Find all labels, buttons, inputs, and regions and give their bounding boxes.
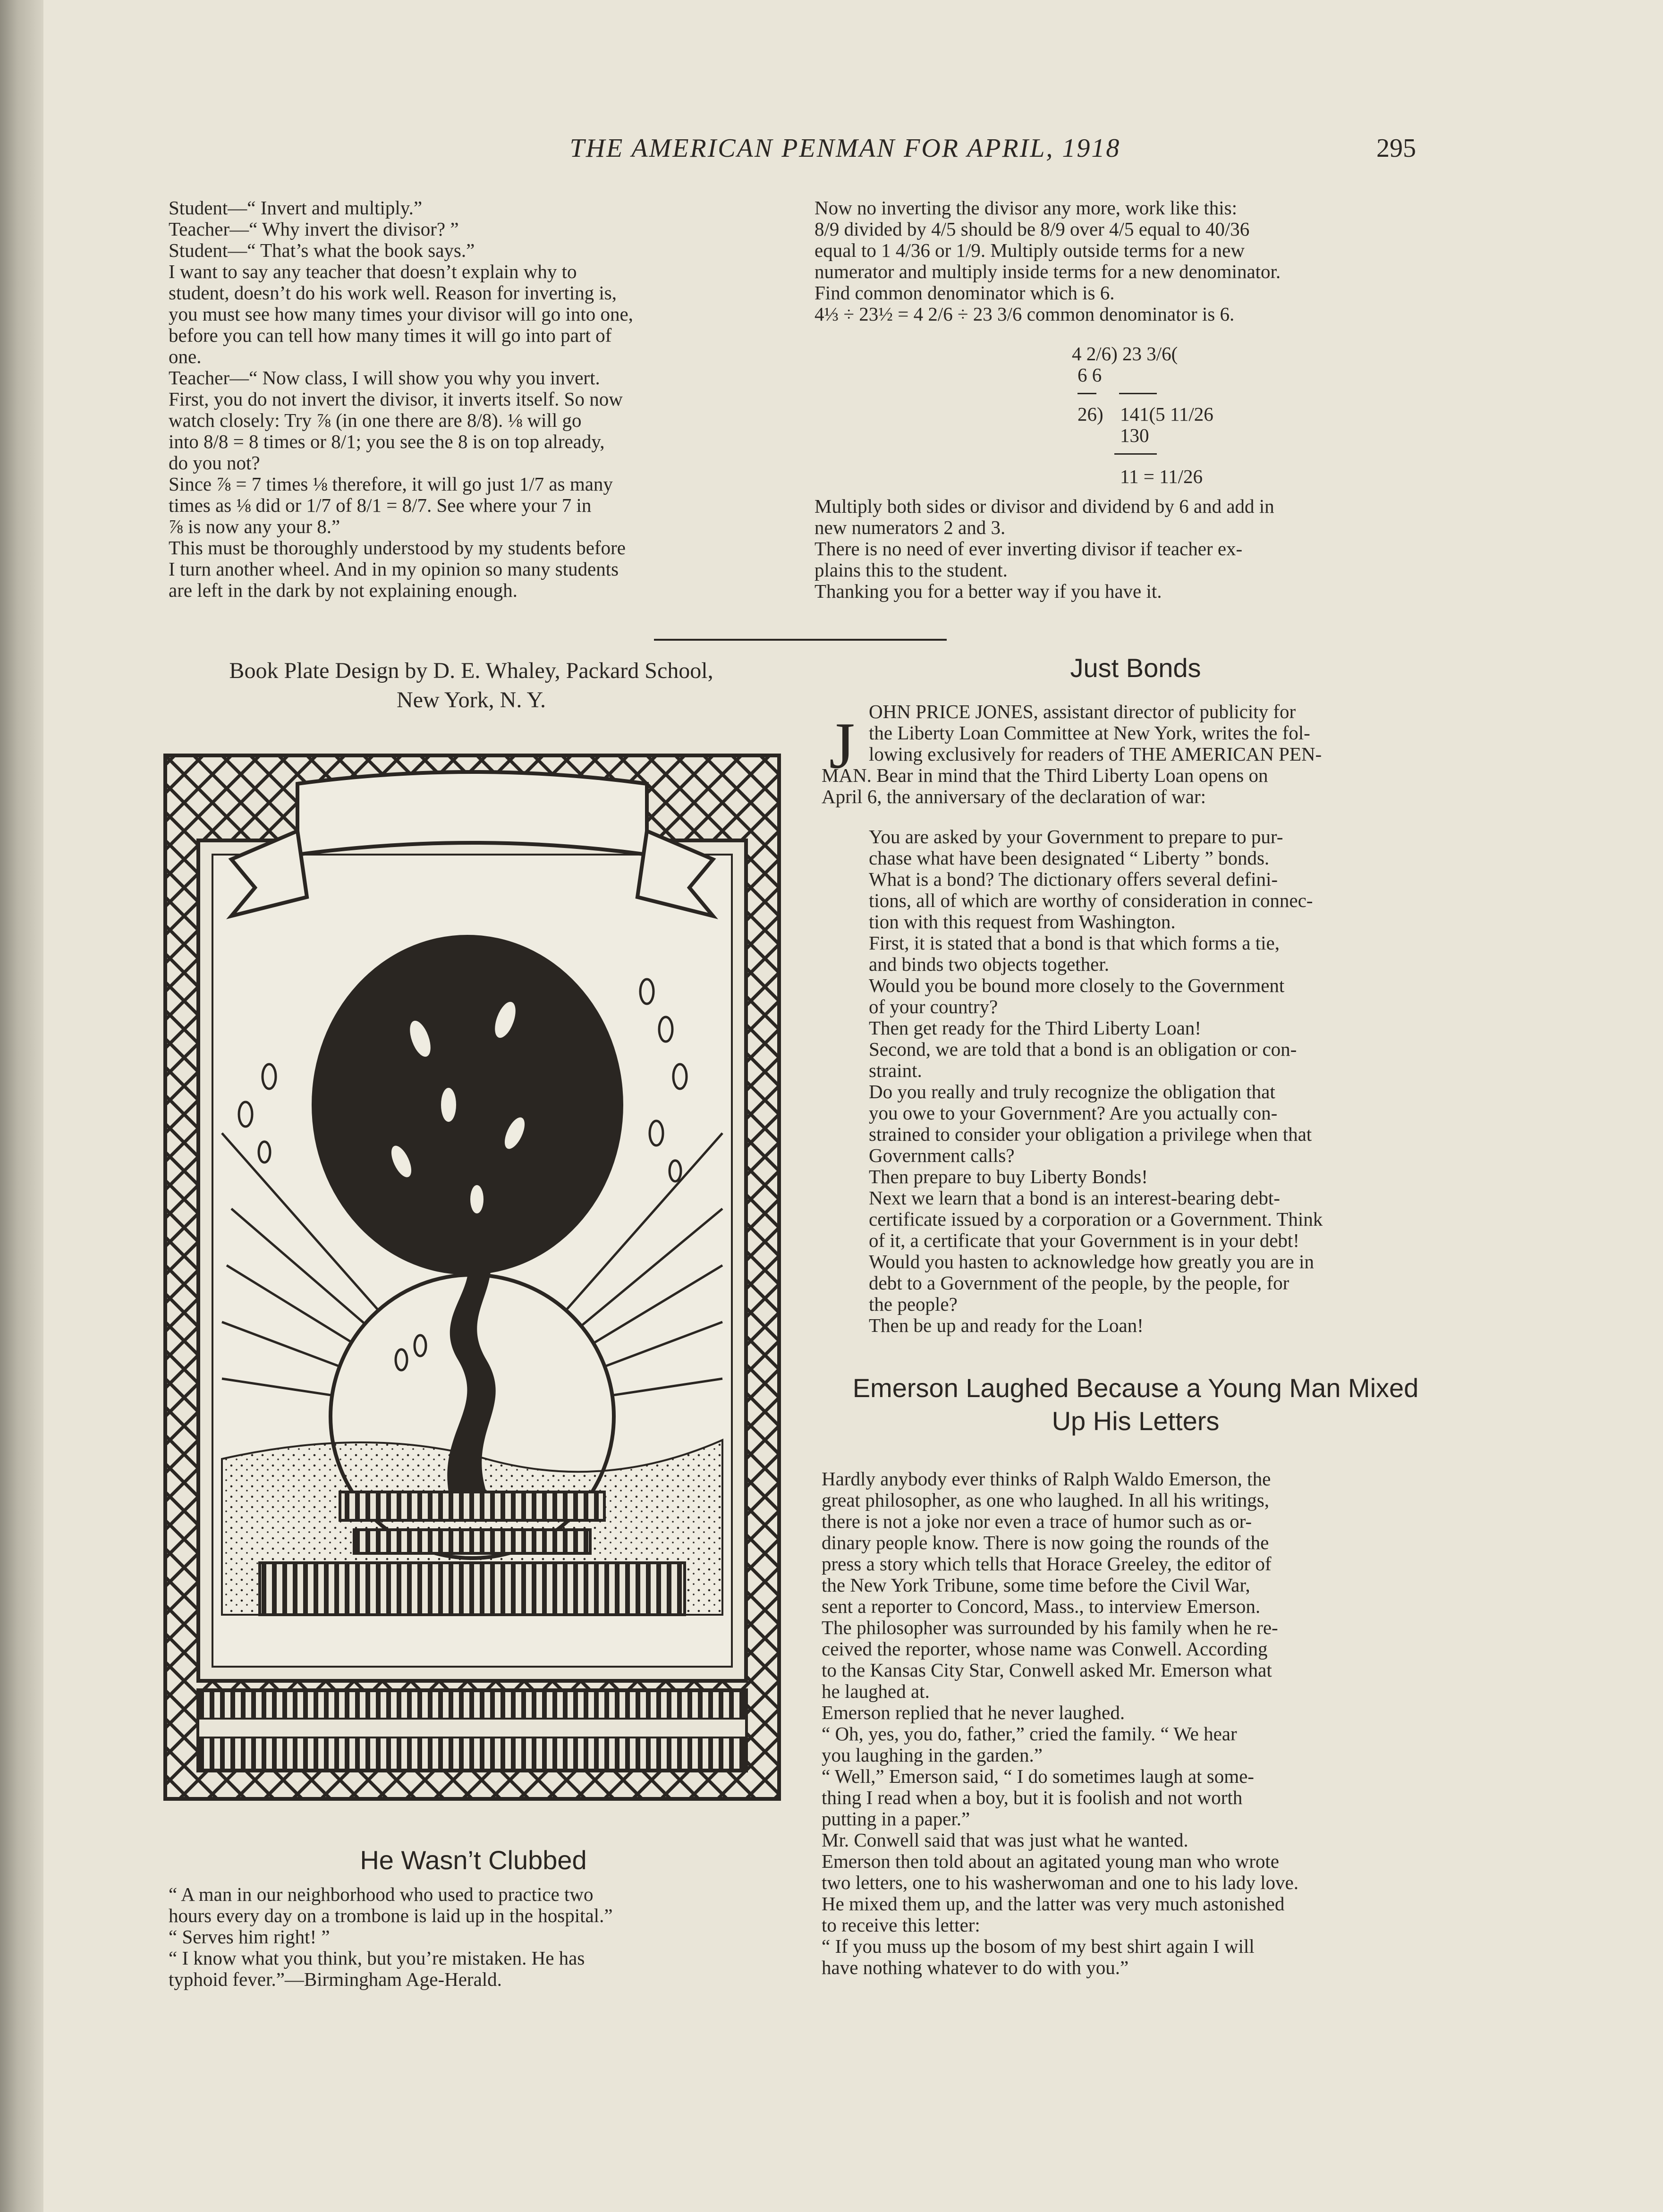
text-line: 8/9 divided by 4/5 should be 8/9 over 4/5 equal to 40/36 xyxy=(815,218,1250,240)
quote-line: Then be up and ready for the Loan! xyxy=(869,1314,1144,1336)
text-line: do you not? xyxy=(169,452,260,474)
text-line: student, doesn’t do his work well. Reason for inverting is, xyxy=(169,282,617,304)
text-line: Emerson then told about an agitated young man who wrote xyxy=(822,1850,1279,1872)
page-number: 295 xyxy=(1376,134,1416,163)
quote-line: straint. xyxy=(869,1059,922,1081)
text-line: MAN. Bear in mind that the Third Liberty Loan opens on xyxy=(822,764,1268,786)
quote-line: tion with this request from Washington. xyxy=(869,911,1176,932)
text-line: are left in the dark by not explaining enough. xyxy=(169,579,518,601)
quote-line: You are asked by your Government to prepare to pur- xyxy=(869,826,1283,848)
just-bonds-intro xyxy=(869,701,1459,765)
text-line: First, you do not invert the divisor, it inverts itself. So now xyxy=(169,388,623,410)
quote-line: First, it is stated that a bond is that which forms a tie, xyxy=(869,932,1280,954)
text-line: The philosopher was surrounded by his family when he re- xyxy=(822,1617,1278,1638)
emerson-body xyxy=(822,1468,1464,1978)
right-after-math xyxy=(815,496,1457,602)
text-line: “ If you muss up the bosom of my best shirt again I will xyxy=(822,1935,1255,1957)
text-line: numerator and multiply inside terms for a new denominator. xyxy=(815,261,1281,282)
binding-gutter xyxy=(0,0,43,2212)
quote-line: Then prepare to buy Liberty Bonds! xyxy=(869,1166,1148,1187)
text-line: you laughing in the garden.” xyxy=(822,1744,1043,1766)
text-line: “ Well,” Emerson said, “ I do sometimes laugh at some- xyxy=(822,1765,1254,1787)
math-rule xyxy=(1114,453,1157,455)
math-rule xyxy=(1078,393,1096,394)
math-rule xyxy=(1119,393,1157,394)
text-line: OHN PRICE JONES, assistant director of publicity for xyxy=(869,701,1296,722)
text-line: the Liberty Loan Committee at New York, writes the fol- xyxy=(869,722,1310,744)
text-line: putting in a paper.” xyxy=(822,1808,970,1830)
section-divider xyxy=(654,639,947,641)
text-line: April 6, the anniversary of the declaration of war: xyxy=(822,786,1206,807)
quote-line: Next we learn that a bond is an interest-bearing debt- xyxy=(869,1187,1280,1209)
running-header: THE AMERICAN PENMAN FOR APRIL, 1918 xyxy=(569,134,1121,163)
quote-line: What is a bond? The dictionary offers several defini- xyxy=(869,868,1278,890)
text-line: there is not a joke nor even a trace of humor such as or- xyxy=(822,1510,1252,1532)
text-line: new numerators 2 and 3. xyxy=(815,517,1006,538)
book-plate-illustration xyxy=(156,746,791,1822)
text-line: one. xyxy=(169,346,202,367)
text-line: plains this to the student. xyxy=(815,559,1008,581)
text-line: Now no inverting the divisor any more, work like this: xyxy=(815,197,1238,219)
text-line: “ I know what you think, but you’re mistaken. He has xyxy=(169,1947,585,1969)
text-line: “ A man in our neighborhood who used to practice two xyxy=(169,1883,594,1905)
text-line: He mixed them up, and the latter was very much astonished xyxy=(822,1893,1285,1915)
just-bonds-quote xyxy=(869,826,1459,1336)
drop-cap: J xyxy=(829,709,855,782)
text-line: ceived the reporter, whose name was Conwell. According xyxy=(822,1638,1268,1660)
text-line: Emerson replied that he never laughed. xyxy=(822,1702,1125,1723)
math-row-3a: 26) xyxy=(1078,403,1103,425)
text-line: the New York Tribune, some time before the Civil War, xyxy=(822,1574,1250,1596)
text-line: thing I read when a boy, but it is foolish and not worth xyxy=(822,1787,1243,1808)
text-line: Find common denominator which is 6. xyxy=(815,282,1115,304)
emerson-title xyxy=(815,1372,1457,1438)
text-line: Teacher—“ Now class, I will show you why you invert. xyxy=(169,367,600,389)
quote-line: Do you really and truly recognize the obligation that xyxy=(869,1081,1275,1102)
text-line: great philosopher, as one who laughed. In all his writings, xyxy=(822,1489,1270,1511)
text-line: I turn another wheel. And in my opinion so many students xyxy=(169,558,619,580)
quote-line: Would you hasten to acknowledge how greatly you are in xyxy=(869,1251,1314,1272)
book-plate-caption xyxy=(150,656,792,715)
text-line: you must see how many times your divisor will go into one, xyxy=(169,303,633,325)
text-line: to the Kansas City Star, Conwell asked Mr. Emerson what xyxy=(822,1659,1272,1681)
text-line: Mr. Conwell said that was just what he wanted. xyxy=(822,1829,1188,1851)
math-row-3b: 141(5 11/26 xyxy=(1120,403,1213,425)
left-top-column xyxy=(169,197,792,601)
quote-line: strained to consider your obligation a privilege when that xyxy=(869,1123,1312,1145)
clubbed-title: He Wasn’t Clubbed xyxy=(360,1845,587,1875)
text-line: lowing exclusively for readers of THE AMERICAN PEN- xyxy=(869,743,1322,765)
text-line: Thanking you for a better way if you have it. xyxy=(815,580,1162,602)
quote-line: you owe to your Government? Are you actually con- xyxy=(869,1102,1278,1124)
quote-line: Then get ready for the Third Liberty Loan! xyxy=(869,1017,1201,1039)
quote-line: Would you be bound more closely to the Government xyxy=(869,975,1285,996)
text-line: ⅞ is now any your 8.” xyxy=(169,516,340,537)
just-bonds-intro-cont xyxy=(822,765,1459,807)
quote-line: certificate issued by a corporation or a Government. Think xyxy=(869,1208,1323,1230)
text-line: to receive this letter: xyxy=(822,1914,980,1936)
text-line: Since ⅞ = 7 times ⅛ therefore, it will go just 1/7 as many xyxy=(169,473,613,495)
right-top-column xyxy=(815,197,1457,325)
math-row-2: 6 6 xyxy=(1078,364,1102,386)
caption-line-1: Book Plate Design by D. E. Whaley, Packard School, xyxy=(229,658,713,683)
text-line: I want to say any teacher that doesn’t explain why to xyxy=(169,261,577,282)
emerson-title-line-2: Up His Letters xyxy=(1052,1406,1220,1436)
text-line: Teacher—“ Why invert the divisor? ” xyxy=(169,218,459,240)
quote-line: of your country? xyxy=(869,996,998,1017)
clubbed-body xyxy=(169,1884,792,1990)
text-line: he laughed at. xyxy=(822,1680,930,1702)
text-line: Multiply both sides or divisor and dividend by 6 and add in xyxy=(815,495,1274,517)
text-line: equal to 1 4/36 or 1/9. Multiply outside terms for a new xyxy=(815,239,1245,261)
text-line: two letters, one to his washerwoman and one to his lady love. xyxy=(822,1872,1298,1893)
math-row-5: 11 = 11/26 xyxy=(1120,466,1203,487)
quote-line: of it, a certificate that your Government is in your debt! xyxy=(869,1229,1299,1251)
quote-line: debt to a Government of the people, by the people, for xyxy=(869,1272,1290,1294)
text-line: before you can tell how many times it will go into part of xyxy=(169,324,612,346)
math-row-4: 130 xyxy=(1120,424,1149,446)
text-line: have nothing whatever to do with you.” xyxy=(822,1957,1129,1978)
quote-line: Second, we are told that a bond is an obligation or con- xyxy=(869,1038,1297,1060)
text-line: sent a reporter to Concord, Mass., to interview Emerson. xyxy=(822,1595,1261,1617)
text-line: press a story which tells that Horace Greeley, the editor of xyxy=(822,1553,1272,1575)
text-line: typhoid fever.”—Birmingham Age-Herald. xyxy=(169,1968,502,1990)
text-line: hours every day on a trombone is laid up in the hospital.” xyxy=(169,1905,613,1926)
quote-line: Government calls? xyxy=(869,1144,1015,1166)
caption-line-2: New York, N. Y. xyxy=(396,687,546,712)
just-bonds-title: Just Bonds xyxy=(1070,653,1201,683)
text-line: Student—“ Invert and multiply.” xyxy=(169,197,423,219)
quote-line: and binds two objects together. xyxy=(869,953,1109,975)
text-line: 4⅓ ÷ 23½ = 4 2/6 ÷ 23 3/6 common denominator is 6. xyxy=(815,303,1235,325)
text-line: into 8/8 = 8 times or 8/1; you see the 8 is on top already, xyxy=(169,431,605,452)
text-line: times as ⅛ did or 1/7 of 8/1 = 8/7. See where your 7 in xyxy=(169,494,592,516)
emerson-title-line-1: Emerson Laughed Because a Young Man Mixed xyxy=(852,1373,1419,1403)
text-line: Hardly anybody ever thinks of Ralph Waldo Emerson, the xyxy=(822,1468,1271,1490)
text-line: dinary people know. There is now going the rounds of the xyxy=(822,1532,1269,1553)
quote-line: chase what have been designated “ Liberty ” bonds. xyxy=(869,847,1270,869)
text-line: There is no need of ever inverting divisor if teacher ex- xyxy=(815,538,1243,559)
quote-line: the people? xyxy=(869,1293,958,1315)
text-line: This must be thoroughly understood by my students before xyxy=(169,537,626,559)
text-line: “ Oh, yes, you do, father,” cried the family. “ We hear xyxy=(822,1723,1237,1745)
math-row-1: 4 2/6) 23 3/6( xyxy=(1072,343,1178,364)
text-line: watch closely: Try ⅞ (in one there are 8/8). ⅛ will go xyxy=(169,409,582,431)
text-line: Student—“ That’s what the book says.” xyxy=(169,239,475,261)
text-line: “ Serves him right! ” xyxy=(169,1926,330,1948)
quote-line: tions, all of which are worthy of consideration in connec- xyxy=(869,890,1313,911)
